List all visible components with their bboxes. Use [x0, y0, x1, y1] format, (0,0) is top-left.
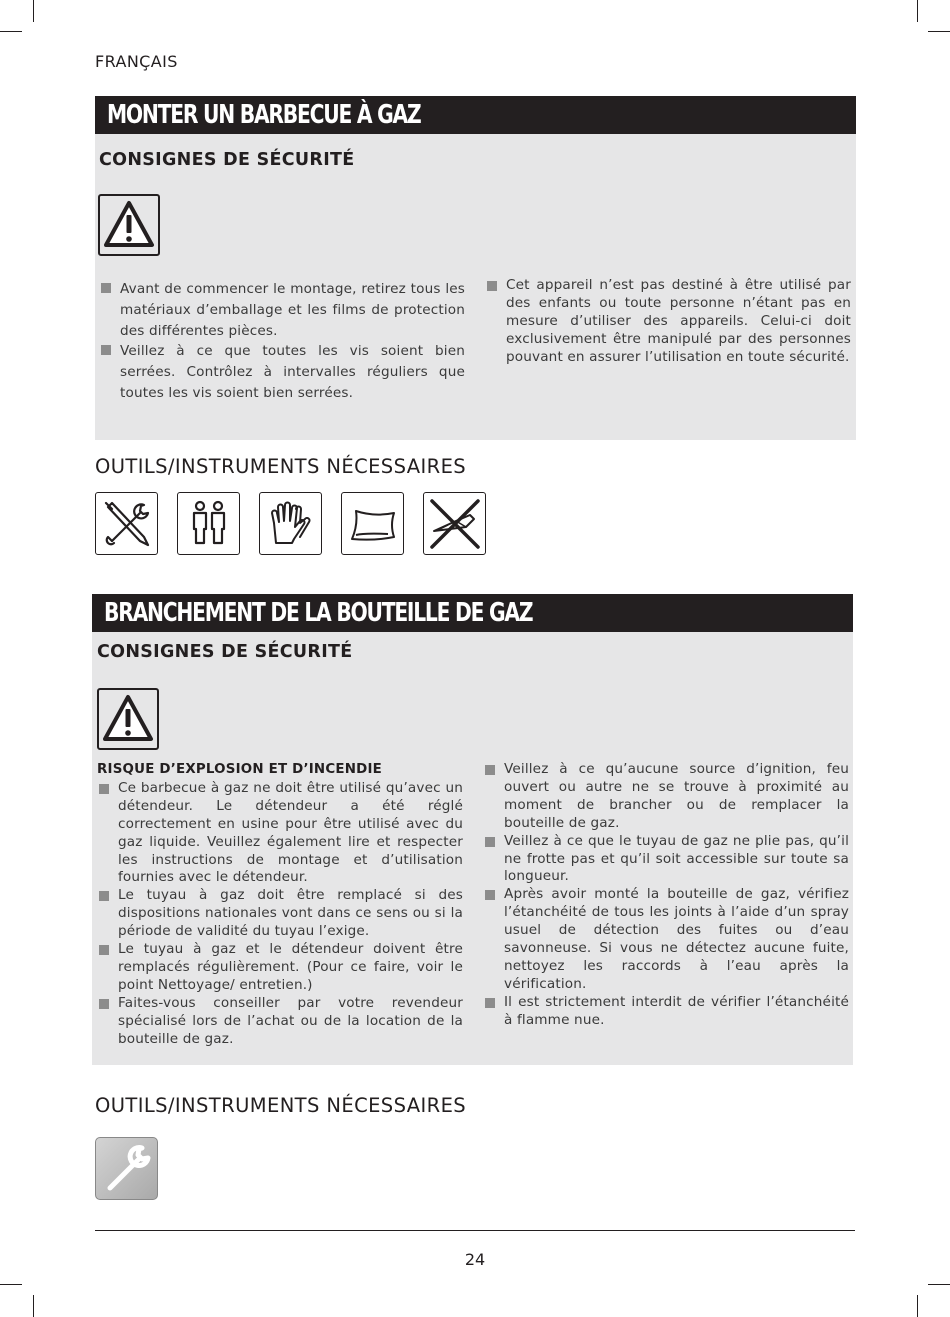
page-number: 24 — [464, 1250, 486, 1269]
crop-mark — [917, 1295, 918, 1317]
list-item: Veillez à ce qu’aucune source d’ignition, feu ouvert ou autre ne se trouve à proximité au moment de brancher ou de remplacer la bouteille de gaz. — [483, 761, 849, 833]
crop-mark — [0, 31, 22, 32]
crop-mark — [33, 0, 34, 22]
list-item: Cet appareil n’est pas destiné à être utilisé par des enfants ou toute personne n’étant pas en mesure d’utiliser des appareils. Celui-ci doit exclusivement être manipulé par des personnes pouvant en assurer l’utilisation en toute sécurité. — [485, 277, 851, 367]
section1-right-column — [485, 277, 851, 367]
crop-mark — [0, 1284, 22, 1285]
screwdriver-wrench-icon — [95, 492, 158, 555]
list-item: Avant de commencer le montage, retirez tous les matériaux d’emballage et les films de protection des différentes pièces. — [99, 279, 465, 341]
section2-left-column — [97, 761, 463, 1049]
section2-safety-heading: CONSIGNES DE SÉCURITÉ — [97, 642, 353, 662]
crop-mark — [928, 31, 950, 32]
section2-right-column — [483, 761, 849, 1030]
gloves-icon — [259, 492, 322, 555]
list-item: Le tuyau à gaz doit être remplacé si des dispositions nationales vont dans ce sens ou si la période de validité du tuyau l’exige. — [97, 887, 463, 941]
list-item: Veillez à ce que toutes les vis soient bien serrées. Contrôlez à intervalles réguliers que toutes les vis soient bien serrées. — [99, 341, 465, 403]
no-knife-icon — [423, 492, 486, 555]
section1-left-column — [99, 279, 465, 404]
warning-icon — [98, 194, 160, 256]
section1-title: MONTER UN BARBECUE À GAZ — [107, 100, 421, 130]
list-item: Ce barbecue à gaz ne doit être utilisé qu’avec un détendeur. Le détendeur a été réglé correctement en usine pour être utilisé avec du gaz liquide. Veuillez également lire et respecter les instructions de montage et d’utilisation fournies avec le détendeur. — [97, 780, 463, 887]
two-people-icon — [177, 492, 240, 555]
section1-tools-heading: OUTILS/INSTRUMENTS NÉCESSAIRES — [95, 455, 467, 478]
list-item: Faites-vous conseiller par votre revendeur spécialisé lors de l’achat ou de la location de la bouteille de gaz. — [97, 995, 463, 1049]
section2-title: BRANCHEMENT DE LA BOUTEILLE DE GAZ — [104, 598, 533, 628]
footer-divider — [95, 1230, 855, 1231]
section2-tools-heading: OUTILS/INSTRUMENTS NÉCESSAIRES — [95, 1094, 467, 1117]
wrench-icon — [95, 1137, 158, 1200]
list-item: Après avoir monté la bouteille de gaz, vérifiez l’étanchéité de tous les joints à l’aide d’un spray usuel de détection des fuites ou d’eau savonneuse. Si vous ne détectez aucune fuite, nettoyez les raccords à l’eau après la vérification. — [483, 886, 849, 993]
crop-mark — [917, 0, 918, 22]
cloth-icon — [341, 492, 404, 555]
section1-safety-heading: CONSIGNES DE SÉCURITÉ — [99, 150, 355, 170]
warning-icon — [97, 688, 159, 750]
crop-mark — [33, 1295, 34, 1317]
language-label: FRANÇAIS — [95, 52, 178, 71]
list-item: Il est strictement interdit de vérifier l’étanchéité à flamme nue. — [483, 994, 849, 1030]
crop-mark — [928, 1284, 950, 1285]
section2-title-bar — [92, 594, 853, 632]
list-item: Veillez à ce que le tuyau de gaz ne plie pas, qu’il ne frotte pas et qu’il soit accessible sur toute sa longueur. — [483, 833, 849, 887]
risk-heading: RISQUE D’EXPLOSION ET D’INCENDIE — [97, 762, 382, 777]
list-item: Le tuyau à gaz et le détendeur doivent être remplacés régulièrement. (Pour ce faire, voir le point Nettoyage/ entretien.) — [97, 941, 463, 995]
section1-title-bar — [95, 96, 856, 134]
